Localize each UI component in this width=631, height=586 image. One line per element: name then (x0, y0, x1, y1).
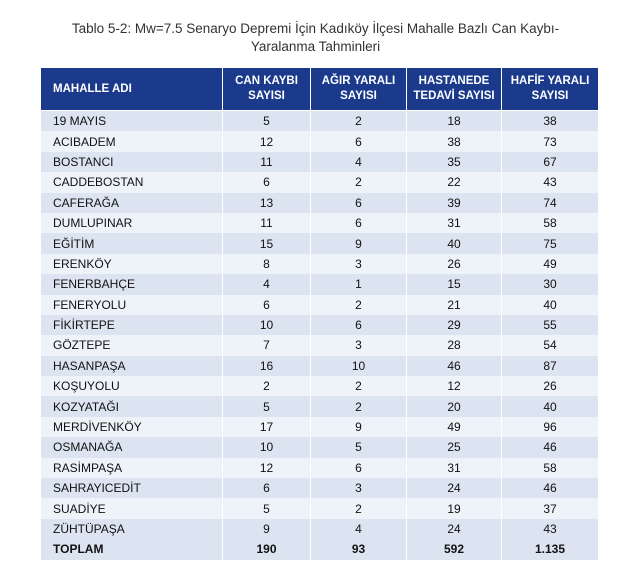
cell-mahalle-adi: ZÜHTÜPAŞA (41, 519, 223, 539)
cell-mahalle-adi: CAFERAĞA (41, 193, 223, 213)
cell-hastanede-tedavi: 15 (407, 274, 502, 294)
cell-hafif-yarali: 58 (502, 458, 599, 478)
table-row (41, 254, 599, 274)
table-row (41, 193, 599, 213)
cell-mahalle-adi: FİKİRTEPE (41, 315, 223, 335)
table-header (41, 68, 599, 111)
table-row (41, 498, 599, 518)
cell-hastanede-tedavi: 46 (407, 356, 502, 376)
cell-mahalle-adi: GÖZTEPE (41, 335, 223, 355)
cell-hafif-yarali: 43 (502, 519, 599, 539)
cell-hastanede-tedavi: 28 (407, 335, 502, 355)
cell-can-kaybi: 12 (223, 131, 311, 151)
cell-hafif-yarali: 55 (502, 315, 599, 335)
cell-hastanede-tedavi: 20 (407, 396, 502, 416)
cell-hastanede-tedavi: 12 (407, 376, 502, 396)
header-can-kaybi-line-1: CAN KAYBI (235, 75, 298, 87)
table-row (41, 172, 599, 192)
cell-hafif-yarali: 96 (502, 417, 599, 437)
cell-mahalle-adi: KOZYATAĞI (41, 396, 223, 416)
cell-hastanede-tedavi: 29 (407, 315, 502, 335)
cell-mahalle-adi: MERDİVENKÖY (41, 417, 223, 437)
cell-hafif-yarali: 38 (502, 111, 599, 132)
cell-can-kaybi: 17 (223, 417, 311, 437)
cell-agir-yarali: 10 (311, 356, 407, 376)
cell-agir-yarali: 1 (311, 274, 407, 294)
cell-can-kaybi: 2 (223, 376, 311, 396)
cell-agir-yarali: 4 (311, 152, 407, 172)
header-mahalle-adi: MAHALLE ADI (41, 68, 223, 111)
cell-mahalle-adi: KOŞUYOLU (41, 376, 223, 396)
caption-line-1: Tablo 5-2: Mw=7.5 Senaryo Depremi İçin Kadıköy İlçesi Mahalle Bazlı Can Kaybı- (71, 21, 560, 36)
table-row (41, 417, 599, 437)
table-row (41, 458, 599, 478)
cell-mahalle-adi: SAHRAYICEDİT (41, 478, 223, 498)
cell-agir-yarali: 2 (311, 498, 407, 518)
cell-hafif-yarali: 40 (502, 396, 599, 416)
cell-mahalle-adi: DUMLUPINAR (41, 213, 223, 233)
cell-can-kaybi: 6 (223, 295, 311, 315)
cell-can-kaybi: 8 (223, 254, 311, 274)
cell-hafif-yarali: 26 (502, 376, 599, 396)
cell-hafif-yarali: 37 (502, 498, 599, 518)
cell-mahalle-adi: OSMANAĞA (41, 437, 223, 457)
cell-can-kaybi: 12 (223, 458, 311, 478)
casualty-table (40, 67, 599, 560)
cell-mahalle-adi: HASANPAŞA (41, 356, 223, 376)
cell-agir-yarali: 2 (311, 111, 407, 132)
cell-agir-yarali: 6 (311, 131, 407, 151)
table-caption (0, 20, 631, 56)
cell-hafif-yarali: 75 (502, 233, 599, 253)
cell-hafif-yarali: 40 (502, 295, 599, 315)
cell-hafif-yarali: 67 (502, 152, 599, 172)
cell-agir-yarali: 3 (311, 254, 407, 274)
table-row (41, 356, 599, 376)
cell-mahalle-adi: EĞİTİM (41, 233, 223, 253)
table-row (41, 295, 599, 315)
caption-line-2: Yaralanma Tahminleri (250, 39, 381, 54)
cell-mahalle-adi: RASİMPAŞA (41, 458, 223, 478)
cell-hastanede-tedavi: 25 (407, 437, 502, 457)
cell-mahalle-adi: CADDEBOSTAN (41, 172, 223, 192)
cell-agir-yarali: 2 (311, 396, 407, 416)
header-agir-yarali (311, 68, 407, 111)
cell-can-kaybi: 4 (223, 274, 311, 294)
cell-hastanede-tedavi: 24 (407, 519, 502, 539)
header-hafif-yarali-line-2: SAYISI (531, 90, 569, 102)
header-hastanede-line-1: HASTANEDE (418, 75, 490, 87)
cell-can-kaybi: 11 (223, 152, 311, 172)
cell-agir-yarali: 6 (311, 315, 407, 335)
cell-hafif-yarali: 54 (502, 335, 599, 355)
header-row (41, 68, 599, 111)
cell-hastanede-tedavi: 31 (407, 213, 502, 233)
cell-agir-yarali: 5 (311, 437, 407, 457)
cell-mahalle-adi: FENERYOLU (41, 295, 223, 315)
header-hafif-yarali-line-1: HAFİF YARALI (510, 75, 590, 87)
total-cell-hastanede-tedavi: 592 (407, 539, 502, 559)
cell-hafif-yarali: 74 (502, 193, 599, 213)
cell-hafif-yarali: 58 (502, 213, 599, 233)
cell-agir-yarali: 3 (311, 335, 407, 355)
cell-mahalle-adi: FENERBAHÇE (41, 274, 223, 294)
cell-mahalle-adi: ACIBADEM (41, 131, 223, 151)
cell-hastanede-tedavi: 18 (407, 111, 502, 132)
table-row (41, 152, 599, 172)
table-row (41, 335, 599, 355)
cell-hafif-yarali: 87 (502, 356, 599, 376)
table-row (41, 478, 599, 498)
table-row (41, 315, 599, 335)
table-row (41, 376, 599, 396)
cell-mahalle-adi: BOSTANCI (41, 152, 223, 172)
cell-hafif-yarali: 49 (502, 254, 599, 274)
cell-agir-yarali: 2 (311, 172, 407, 192)
cell-agir-yarali: 2 (311, 376, 407, 396)
header-can-kaybi (223, 68, 311, 111)
header-hafif-yarali (502, 68, 599, 111)
total-row (41, 539, 599, 559)
cell-agir-yarali: 2 (311, 295, 407, 315)
cell-agir-yarali: 9 (311, 417, 407, 437)
cell-can-kaybi: 9 (223, 519, 311, 539)
header-agir-yarali-line-2: SAYISI (340, 90, 377, 102)
cell-agir-yarali: 9 (311, 233, 407, 253)
cell-hafif-yarali: 30 (502, 274, 599, 294)
table-body (41, 111, 599, 560)
cell-agir-yarali: 6 (311, 193, 407, 213)
table-row (41, 437, 599, 457)
cell-hafif-yarali: 43 (502, 172, 599, 192)
cell-hastanede-tedavi: 31 (407, 458, 502, 478)
table-row (41, 213, 599, 233)
header-hastanede-tedavi (407, 68, 502, 111)
cell-hastanede-tedavi: 26 (407, 254, 502, 274)
total-cell-hafif-yarali: 1.135 (502, 539, 599, 559)
cell-agir-yarali: 4 (311, 519, 407, 539)
cell-mahalle-adi: 19 MAYIS (41, 111, 223, 132)
cell-agir-yarali: 3 (311, 478, 407, 498)
cell-hastanede-tedavi: 24 (407, 478, 502, 498)
cell-hastanede-tedavi: 21 (407, 295, 502, 315)
cell-can-kaybi: 5 (223, 396, 311, 416)
header-agir-yarali-line-1: AĞIR YARALI (321, 75, 396, 87)
cell-agir-yarali: 6 (311, 213, 407, 233)
total-cell-agir-yarali: 93 (311, 539, 407, 559)
table-row (41, 233, 599, 253)
cell-hastanede-tedavi: 40 (407, 233, 502, 253)
table-row (41, 519, 599, 539)
total-cell-mahalle-adi: TOPLAM (41, 539, 223, 559)
cell-can-kaybi: 11 (223, 213, 311, 233)
cell-can-kaybi: 16 (223, 356, 311, 376)
cell-can-kaybi: 10 (223, 437, 311, 457)
cell-can-kaybi: 6 (223, 478, 311, 498)
header-hastanede-line-2: TEDAVİ SAYISI (413, 90, 495, 102)
cell-hastanede-tedavi: 22 (407, 172, 502, 192)
table-row (41, 111, 599, 132)
cell-hafif-yarali: 46 (502, 437, 599, 457)
cell-can-kaybi: 6 (223, 172, 311, 192)
cell-can-kaybi: 7 (223, 335, 311, 355)
table-row (41, 274, 599, 294)
cell-hastanede-tedavi: 38 (407, 131, 502, 151)
cell-hastanede-tedavi: 19 (407, 498, 502, 518)
cell-can-kaybi: 5 (223, 498, 311, 518)
cell-hastanede-tedavi: 49 (407, 417, 502, 437)
cell-mahalle-adi: ERENKÖY (41, 254, 223, 274)
cell-hastanede-tedavi: 35 (407, 152, 502, 172)
cell-agir-yarali: 6 (311, 458, 407, 478)
cell-hastanede-tedavi: 39 (407, 193, 502, 213)
cell-hafif-yarali: 46 (502, 478, 599, 498)
table-row (41, 131, 599, 151)
cell-can-kaybi: 10 (223, 315, 311, 335)
table-row (41, 396, 599, 416)
cell-can-kaybi: 15 (223, 233, 311, 253)
cell-can-kaybi: 5 (223, 111, 311, 132)
header-can-kaybi-line-2: SAYISI (248, 90, 285, 102)
cell-can-kaybi: 13 (223, 193, 311, 213)
cell-hafif-yarali: 73 (502, 131, 599, 151)
cell-mahalle-adi: SUADİYE (41, 498, 223, 518)
total-cell-can-kaybi: 190 (223, 539, 311, 559)
